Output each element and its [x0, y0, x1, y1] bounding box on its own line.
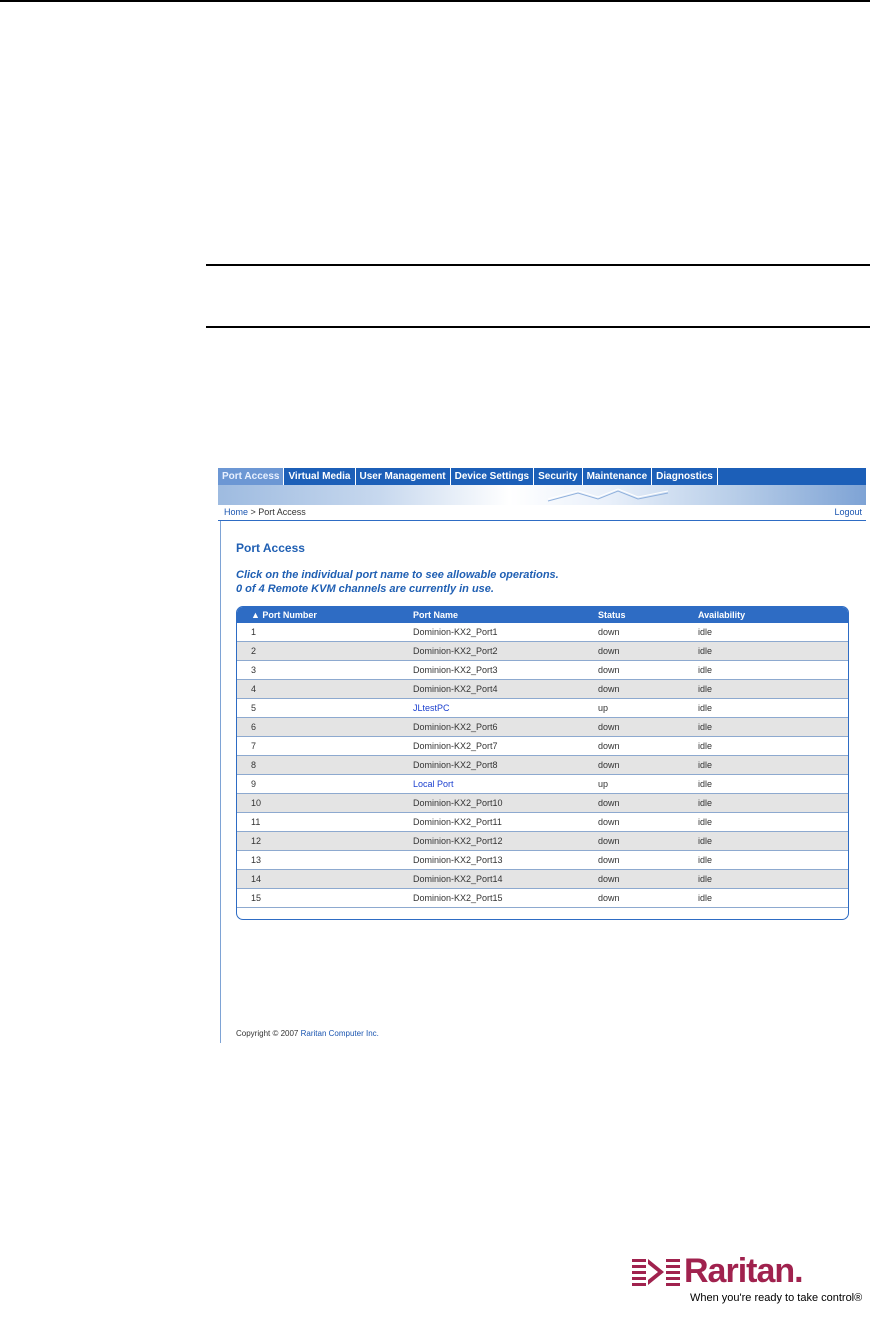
port-number-cell: 9	[251, 779, 257, 789]
page-title: Port Access	[236, 541, 305, 555]
port-name-cell: Dominion-KX2_Port15	[413, 893, 503, 903]
port-table	[236, 606, 849, 920]
availability-cell: idle	[698, 817, 713, 827]
availability-cell: idle	[698, 798, 713, 808]
copyright	[236, 1029, 379, 1038]
table-row	[237, 756, 848, 775]
port-number-cell: 3	[251, 665, 257, 675]
status-cell: down	[598, 817, 620, 827]
note-bottom-rule	[206, 326, 870, 328]
table-body	[237, 623, 848, 908]
status-cell: down	[598, 836, 620, 846]
port-number-cell: 2	[251, 646, 257, 656]
table-row	[237, 870, 848, 889]
availability-cell: idle	[698, 874, 713, 884]
availability-cell: idle	[698, 703, 713, 713]
port-number-cell: 4	[251, 684, 257, 694]
availability-cell: idle	[698, 893, 713, 903]
raritan-wordmark-text: Raritan	[684, 1252, 795, 1290]
availability-cell: idle	[698, 665, 713, 675]
port-number-cell: 12	[251, 836, 262, 846]
table-row	[237, 832, 848, 851]
port-number-cell: 10	[251, 798, 262, 808]
instruction-message: Click on the individual port name to see allowable operations.	[236, 569, 559, 581]
port-name-column-header[interactable]: Port Name	[413, 610, 459, 620]
port-name-cell: Dominion-KX2_Port12	[413, 836, 503, 846]
availability-cell: idle	[698, 646, 713, 656]
status-cell: down	[598, 646, 620, 656]
channel-usage-message: 0 of 4 Remote KVM channels are currently in use.	[236, 583, 494, 595]
table-row	[237, 851, 848, 870]
status-cell: down	[598, 874, 620, 884]
status-cell: down	[598, 741, 620, 751]
port-name-cell: Dominion-KX2_Port10	[413, 798, 503, 808]
status-cell: down	[598, 760, 620, 770]
table-row	[237, 813, 848, 832]
tab-user-management[interactable]: User Management	[356, 468, 451, 485]
table-row	[237, 661, 848, 680]
tab-maintenance[interactable]: Maintenance	[583, 468, 653, 485]
header-banner	[218, 485, 866, 505]
tab-device-settings[interactable]: Device Settings	[451, 468, 534, 485]
port-number-cell: 15	[251, 893, 262, 903]
port-name-cell: Dominion-KX2_Port7	[413, 741, 498, 751]
table-row	[237, 737, 848, 756]
note-top-rule	[206, 264, 870, 266]
table-row	[237, 775, 848, 794]
page-top-rule	[0, 0, 870, 2]
table-row	[237, 623, 848, 642]
status-cell: down	[598, 665, 620, 675]
port-name-cell: Dominion-KX2_Port1	[413, 627, 498, 637]
port-number-cell: 1	[251, 627, 257, 637]
port-name-cell: Dominion-KX2_Port13	[413, 855, 503, 865]
table-row	[237, 680, 848, 699]
port-number-cell: 5	[251, 703, 257, 713]
company-link[interactable]: Raritan Computer Inc.	[300, 1029, 379, 1038]
status-cell: down	[598, 684, 620, 694]
port-name-cell: Dominion-KX2_Port8	[413, 760, 498, 770]
tab-security[interactable]: Security	[534, 468, 582, 485]
breadcrumb-separator: >	[248, 507, 259, 517]
port-number-cell: 13	[251, 855, 262, 865]
table-header	[237, 607, 848, 623]
availability-cell: idle	[698, 836, 713, 846]
availability-cell: idle	[698, 741, 713, 751]
table-row	[237, 794, 848, 813]
port-name-cell: Dominion-KX2_Port11	[413, 817, 502, 827]
raritan-wordmark-dot: .	[794, 1252, 803, 1290]
port-name-link[interactable]: JLtestPC	[413, 703, 450, 713]
status-cell: down	[598, 798, 620, 808]
breadcrumb-home-link[interactable]: Home	[224, 507, 249, 517]
table-row	[237, 889, 848, 908]
breadcrumb-current: Port Access	[258, 507, 306, 517]
port-name-cell: Dominion-KX2_Port3	[413, 665, 498, 675]
availability-cell: idle	[698, 779, 713, 789]
port-number-column-header[interactable]: ▲ Port Number	[251, 610, 317, 620]
status-cell: down	[598, 722, 620, 732]
table-row	[237, 718, 848, 737]
port-number-cell: 14	[251, 874, 262, 884]
table-row	[237, 699, 848, 718]
availability-cell: idle	[698, 722, 713, 732]
banner-wave-graphic	[218, 485, 866, 505]
logout-link[interactable]: Logout	[834, 507, 862, 517]
status-column-header[interactable]: Status	[598, 610, 626, 620]
tab-virtual-media[interactable]: Virtual Media	[284, 468, 355, 485]
port-number-cell: 8	[251, 760, 257, 770]
raritan-logo	[630, 1252, 862, 1312]
port-name-link[interactable]: Local Port	[413, 779, 454, 789]
port-name-cell: Dominion-KX2_Port2	[413, 646, 498, 656]
availability-cell: idle	[698, 855, 713, 865]
availability-cell: idle	[698, 760, 713, 770]
nav-filler	[718, 468, 866, 485]
raritan-logo-mark-icon	[630, 1256, 682, 1290]
port-name-cell: Dominion-KX2_Port14	[413, 874, 503, 884]
port-number-cell: 7	[251, 741, 257, 751]
breadcrumb-bar	[218, 505, 866, 521]
port-name-cell: Dominion-KX2_Port4	[413, 684, 498, 694]
port-access-screenshot	[218, 468, 866, 1043]
availability-cell: idle	[698, 684, 713, 694]
status-cell: up	[598, 703, 609, 713]
copyright-text: Copyright © 2007	[236, 1029, 301, 1038]
tab-port-access[interactable]: Port Access	[218, 468, 284, 485]
status-cell: down	[598, 855, 620, 865]
table-row	[237, 642, 848, 661]
port-name-cell: Dominion-KX2_Port6	[413, 722, 498, 732]
breadcrumb	[224, 507, 306, 517]
status-cell: down	[598, 893, 620, 903]
main-nav	[218, 468, 866, 485]
tab-diagnostics[interactable]: Diagnostics	[652, 468, 718, 485]
port-number-cell: 6	[251, 722, 257, 732]
raritan-tagline: When you're ready to take control®	[690, 1292, 863, 1304]
availability-cell: idle	[698, 627, 713, 637]
raritan-wordmark	[684, 1252, 803, 1291]
content-left-rule	[220, 521, 221, 1043]
status-cell: up	[598, 779, 609, 789]
status-cell: down	[598, 627, 620, 637]
availability-column-header[interactable]: Availability	[698, 610, 746, 620]
port-number-cell: 11	[251, 817, 261, 827]
